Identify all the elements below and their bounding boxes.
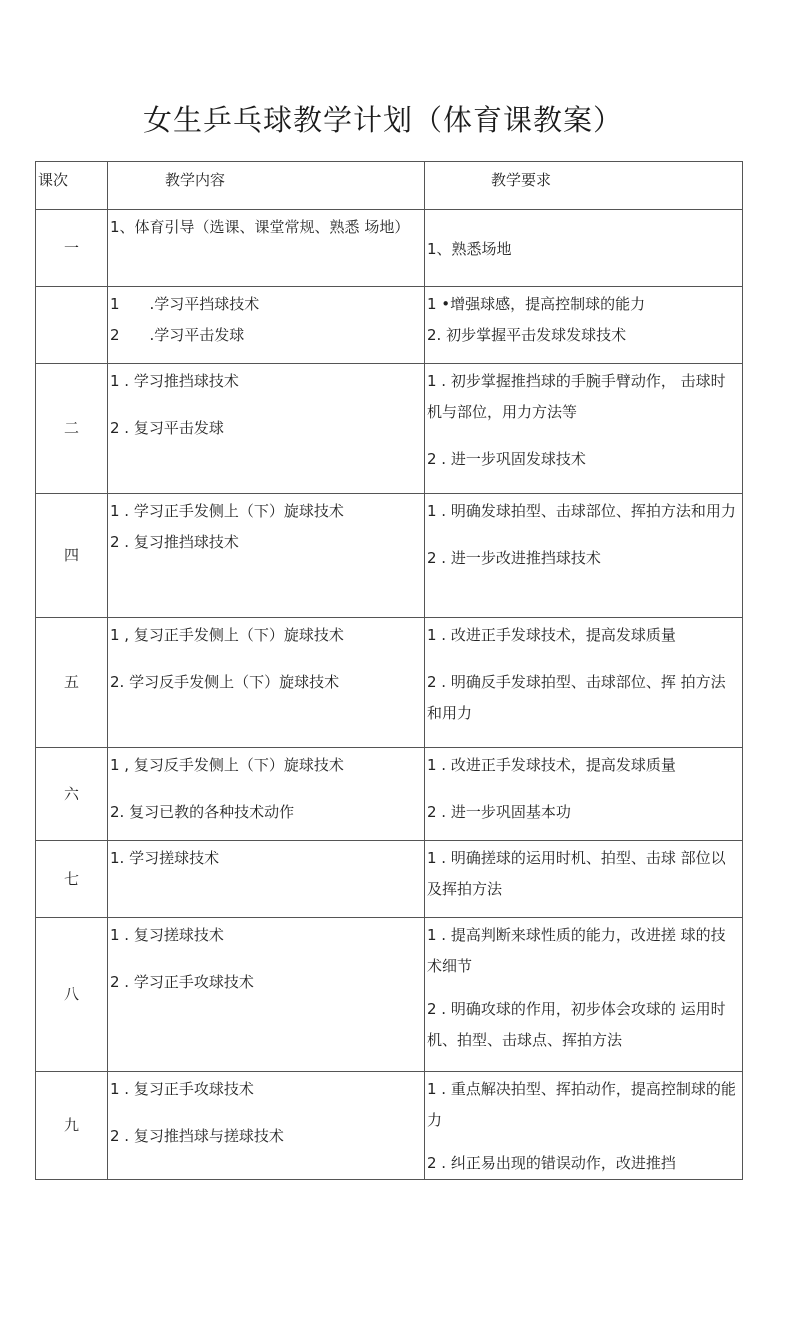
content-line: 2 . 学习正手攻球技术 (110, 973, 254, 991)
table-row (36, 494, 743, 618)
requirement-line: 1 . 提高判断来球性质的能力，改进搓 球的技术细节 (427, 926, 726, 975)
table-row (36, 748, 743, 841)
content-cell (108, 918, 425, 1072)
lesson-number: 五 (36, 618, 108, 748)
content-line: 2. 学习反手发侧上（下）旋球技术 (110, 673, 340, 691)
requirement-line: 2 . 明确反手发球拍型、击球部位、挥 拍方法和用力 (427, 673, 726, 722)
content-line: 2 . 复习平击发球 (110, 419, 224, 437)
requirements-cell (425, 618, 743, 748)
lesson-plan-table (35, 161, 743, 1180)
requirement-line: 1 . 改进正手发球技术，提高发球质量 (427, 626, 676, 644)
header-requirements: 教学要求 (425, 162, 743, 210)
requirement-line: 2 . 进一步巩固基本功 (427, 803, 571, 821)
requirements-cell (425, 841, 743, 918)
header-lesson-number: 课次 (36, 162, 108, 210)
requirement-line: 1 . 明确发球拍型、击球部位、挥拍方法和用力 (427, 502, 736, 520)
header-content: 教学内容 (108, 162, 425, 210)
requirement-line: 2 . 进一步改进推挡球技术 (427, 549, 601, 567)
lesson-number: 一 (36, 210, 108, 287)
requirement-line: 2 . 进一步巩固发球技术 (427, 450, 586, 468)
content-cell (108, 841, 425, 918)
requirement-line: 2 . 纠正易出现的错误动作，改进推挡 (427, 1154, 676, 1172)
content-line: 1 . 学习推挡球技术 (110, 372, 239, 390)
content-line: 1 . 复习正手攻球技术 (110, 1080, 254, 1098)
table-row (36, 1072, 743, 1180)
lesson-number: 二 (36, 364, 108, 494)
content-line: 1 , 复习反手发侧上（下）旋球技术 (110, 756, 344, 774)
content-cell (108, 748, 425, 841)
lesson-number (36, 287, 108, 364)
requirement-line: 2 . 明确攻球的作用，初步体会攻球的 运用时机、拍型、击球点、挥拍方法 (427, 1000, 726, 1049)
requirements-cell (425, 494, 743, 618)
content-cell (108, 1072, 425, 1180)
lesson-number: 四 (36, 494, 108, 618)
content-cell (108, 364, 425, 494)
requirement-line: 1 . 明确搓球的运用时机、拍型、击球 部位以及挥拍方法 (427, 849, 726, 898)
page-title: 女生乒乓球教学计划（体育课教案） (142, 103, 623, 137)
requirements-cell (425, 748, 743, 841)
table-row (36, 618, 743, 748)
requirement-line: 1、熟悉场地 (427, 239, 512, 258)
requirement-line: 1 . 重点解决拍型、挥拍动作，提高控制球的能力 (427, 1080, 736, 1129)
table-row (36, 918, 743, 1072)
requirements-cell (425, 918, 743, 1072)
requirements-cell (425, 287, 743, 364)
content-cell (108, 494, 425, 618)
content-cell (108, 210, 425, 287)
requirements-cell (425, 210, 743, 287)
lesson-number: 六 (36, 748, 108, 841)
lesson-number: 八 (36, 918, 108, 1072)
content-line: 2 .学习平击发球 (110, 326, 245, 344)
table-row (36, 210, 743, 287)
content-cell (108, 618, 425, 748)
requirements-cell (425, 1072, 743, 1180)
content-line: 1、体育引导（选课、课堂常规、熟悉 场地） (110, 218, 410, 236)
requirement-line: 1 •增强球感，提高控制球的能力 (427, 295, 646, 313)
content-line: 1. 学习搓球技术 (110, 849, 220, 867)
content-line: 1 . 学习正手发侧上（下）旋球技术 (110, 502, 344, 520)
table-row (36, 287, 743, 364)
content-line: 2. 复习已教的各种技术动作 (110, 803, 295, 821)
content-line: 1 .学习平挡球技术 (110, 295, 260, 313)
requirement-line: 1 . 初步掌握推挡球的手腕手臂动作， 击球时机与部位，用力方法等 (427, 372, 726, 421)
content-line: 2 . 复习推挡球技术 (110, 533, 239, 551)
lesson-number: 七 (36, 841, 108, 918)
content-line: 2 . 复习推挡球与搓球技术 (110, 1127, 284, 1145)
requirement-line: 2. 初步掌握平击发球发球技术 (427, 326, 627, 344)
requirements-cell (425, 364, 743, 494)
requirement-line: 1 . 改进正手发球技术，提高发球质量 (427, 756, 676, 774)
table-row (36, 841, 743, 918)
lesson-number: 九 (36, 1072, 108, 1180)
table-header-row (36, 162, 743, 210)
content-line: 1 , 复习正手发侧上（下）旋球技术 (110, 626, 344, 644)
table-row (36, 364, 743, 494)
content-line: 1 . 复习搓球技术 (110, 926, 224, 944)
content-cell (108, 287, 425, 364)
